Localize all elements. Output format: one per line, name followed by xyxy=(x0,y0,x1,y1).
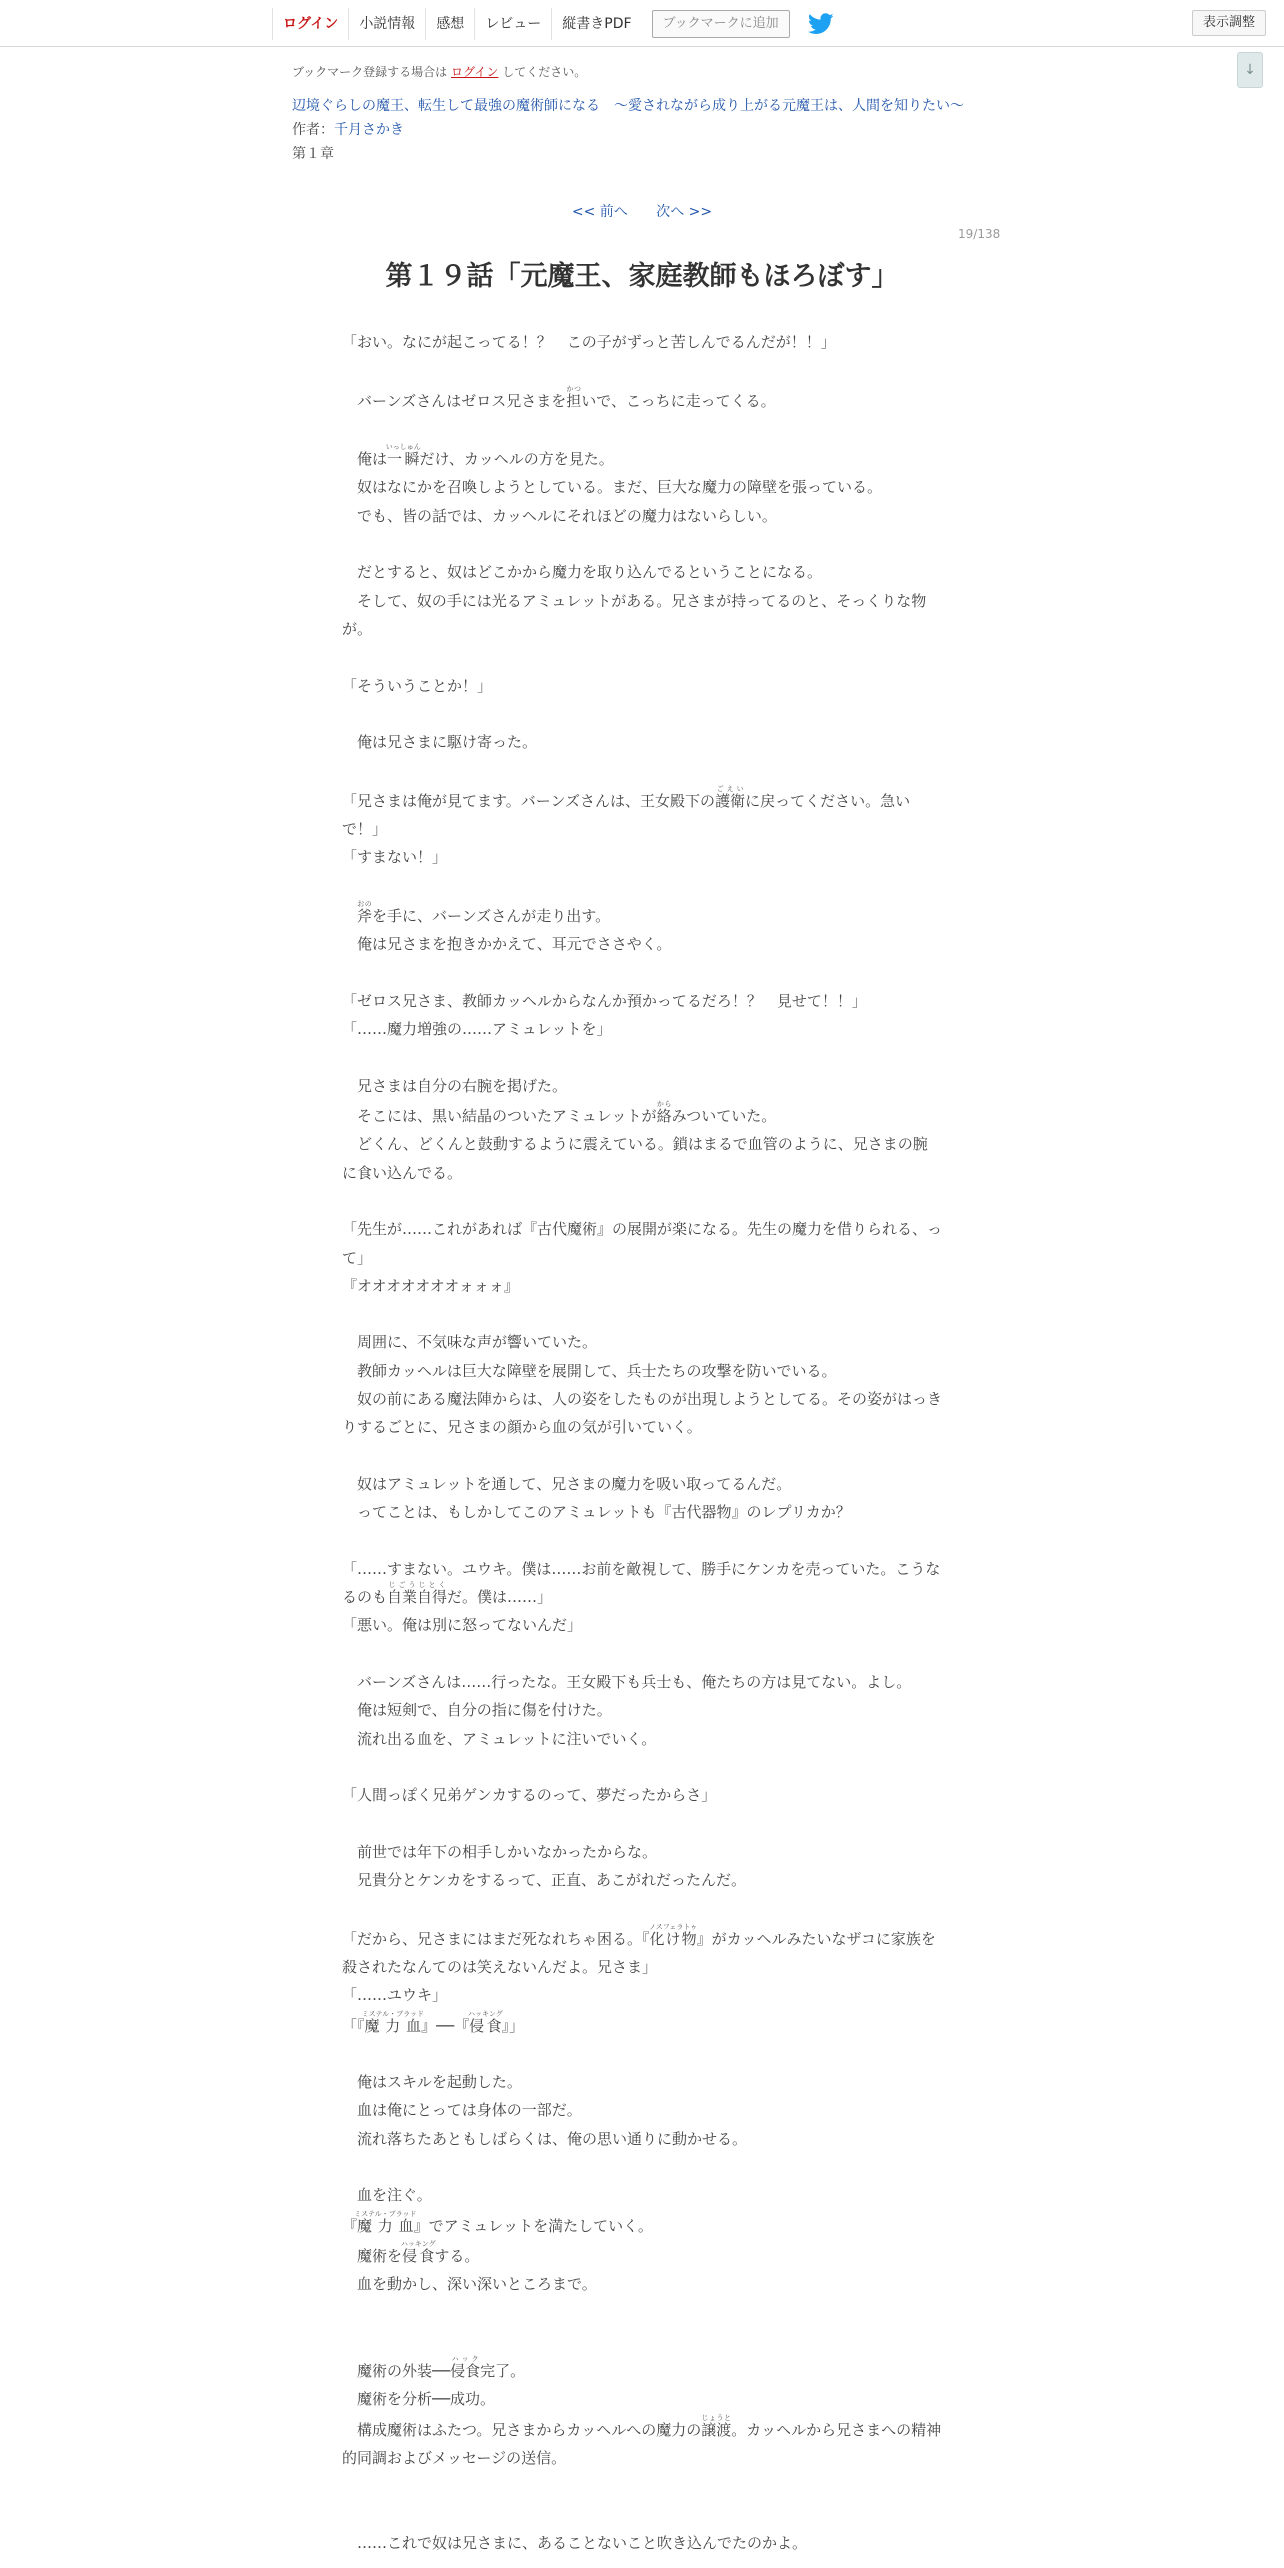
body-line: バーンズさんはゼロス兄さまを担かついで、こっちに走ってくる。 xyxy=(342,384,776,410)
body-line xyxy=(342,1043,942,1071)
body-line: そこには、黒い結晶のついたアミュレットが絡からみついていた。 xyxy=(342,1100,777,1126)
body-line: ……これで奴は兄さまに、あることないこと吹き込んでたのかよ。 xyxy=(342,2533,808,2552)
body-line xyxy=(342,2472,942,2500)
episode-count: 19/138 xyxy=(958,227,1001,241)
body-line: 「……すまない。ユウキ。僕は……お前を敵視して、勝手にケンカを売っていた。こうなるのも自業自得じごうじとくだ。僕は……」 xyxy=(342,1559,941,1607)
body-line: 魔術を分析──成功。 xyxy=(342,2390,496,2409)
body-line xyxy=(342,2501,942,2529)
body-line: 魔術の外装──侵食ハック完了。 xyxy=(342,2355,526,2381)
body-line: 「兄さまは俺が見てます。バーンズさんは、王女殿下の護衛ごえいに戻ってください。急いで！」 xyxy=(342,784,911,839)
body-line xyxy=(342,415,942,443)
scroll-down-button[interactable]: ↓ xyxy=(1237,52,1263,88)
next-episode-link[interactable]: 次へ >> xyxy=(656,204,713,220)
body-line: 「……ユウキ」 xyxy=(342,1986,448,2005)
ruby-annotation: 魔力血ミステル・ブラッド xyxy=(361,2009,424,2035)
body-line: 周囲に、不気味な声が響いていた。 xyxy=(342,1333,598,1352)
body-line xyxy=(342,756,942,784)
ruby-annotation: 譲渡じょうと xyxy=(701,2413,732,2439)
body-line xyxy=(342,872,942,900)
body-line: 「ゼロス兄さま、教師カッヘルからなんか預かってるだろ！？ 見せて！！」 xyxy=(342,991,867,1010)
body-line: 「すまない！」 xyxy=(342,848,448,867)
body-line xyxy=(342,530,942,558)
add-bookmark-button[interactable]: ブックマークに追加 xyxy=(652,10,790,38)
body-line: 奴はアミュレットを通して、兄さまの魔力を吸い取ってるんだ。 xyxy=(342,1474,792,1493)
body-line: 兄さまは自分の右腕を掲げた。 xyxy=(342,1076,568,1095)
body-line: ってことは、もしかしてこのアミュレットも『古代器物』のレプリカか？ xyxy=(342,1503,851,1522)
ruby-annotation: 侵食ハック xyxy=(450,2355,481,2381)
body-line: 俺は短剣で、自分の指に傷を付けた。 xyxy=(342,1701,612,1720)
nav-bar xyxy=(272,8,834,40)
nav-novel-info-link[interactable]: 小説情報 xyxy=(348,8,425,40)
body-line xyxy=(342,1640,942,1668)
body-line xyxy=(342,643,942,671)
ruby-annotation: 侵食ハッキング xyxy=(400,2239,436,2265)
notice-text-after: してください。 xyxy=(502,65,587,79)
display-settings-button[interactable]: 表示調整 xyxy=(1192,10,1266,36)
body-line: 「人間っぽく兄弟ゲンカするのって、夢だったからさ」 xyxy=(342,1786,717,1805)
body-line xyxy=(342,700,942,728)
body-line: 奴はなにかを召喚しようとしている。まだ、巨大な魔力の障壁を張っている。 xyxy=(342,478,883,497)
nav-vertical-pdf-link[interactable]: 縦書きPDF xyxy=(551,8,641,40)
body-line: どくん、どくんと鼓動するように震えている。鎖はまるで血管のように、兄さまの腕に食い込んでる。 xyxy=(342,1135,928,1182)
body-line: 「だから、兄さまにはまだ死なれちゃ困る。『化け物ノスフェラトゥ』がカッヘルみたいなザコに家族を殺されたなんてのは笑えないんだよ。兄さま」 xyxy=(342,1922,936,1976)
body-line: 俺はスキルを起動した。 xyxy=(342,2073,522,2092)
episode-body xyxy=(342,328,942,2557)
body-line: 奴の前にある魔法陣からは、人の姿をしたものが出現しようとしてる。その姿がはっきりするごとに、兄さまの顔から血の気が引いていく。 xyxy=(342,1389,943,1437)
prev-episode-link[interactable]: << 前へ xyxy=(571,204,628,220)
body-line xyxy=(342,1809,942,1837)
notice-text-before: ブックマーク登録する場合は xyxy=(292,65,448,79)
body-line: 斧おのを手に、バーンズさんが走り出す。 xyxy=(357,899,611,925)
nav-impressions-link[interactable]: 感想 xyxy=(425,8,474,40)
body-line xyxy=(342,1526,942,1554)
body-line: 兄貴分とケンカをするって、正直、あこがれだったんだ。 xyxy=(342,1871,746,1890)
body-line xyxy=(342,2153,942,2181)
ruby-annotation: 化け物ノスフェラトゥ xyxy=(648,1922,698,1948)
novel-meta xyxy=(292,62,1012,164)
body-line xyxy=(342,959,942,987)
body-line: でも、皆の話では、カッヘルにそれほどの魔力はないらしい。 xyxy=(342,506,777,525)
ruby-annotation: 護衛ごえい xyxy=(715,784,746,810)
body-line: 「『魔力血ミステル・ブラッド』──『侵食ハッキング』」 xyxy=(342,2009,525,2035)
body-line xyxy=(342,2298,942,2326)
ruby-annotation: 自業自得じごうじとく xyxy=(387,1581,448,1607)
body-line xyxy=(342,356,942,384)
ruby-annotation: 魔力血ミステル・ブラッド xyxy=(354,2209,417,2235)
body-line: 「……魔力増強の……アミュレットを」 xyxy=(342,1020,612,1039)
body-line: 『オオオオオオオォォォ』 xyxy=(342,1276,519,1295)
ruby-annotation: 担かつ xyxy=(566,384,582,410)
body-line xyxy=(342,1894,942,1922)
body-line: バーンズさんは……行ったな。王女殿下も兵士も、俺たちの方は見てない。よし。 xyxy=(342,1672,912,1691)
notice-login-link[interactable]: ログイン xyxy=(451,65,499,79)
body-line xyxy=(342,2327,942,2355)
twitter-icon[interactable] xyxy=(808,13,834,35)
top-navbar xyxy=(0,0,1284,47)
body-line xyxy=(342,1300,942,1328)
body-line: 魔術を侵食ハッキングする。 xyxy=(342,2239,480,2265)
body-line: 構成魔術はふたつ。兄さまからカッヘルへの魔力の譲渡じょうと。カッヘルから兄さまへの精神的同調およびメッセージの送信。 xyxy=(342,2413,942,2467)
author-line xyxy=(292,120,1012,140)
nav-login-link[interactable]: ログイン xyxy=(272,8,348,40)
body-line: 「おい。なにが起こってる！？ この子がずっと苦しんでるんだが！！」 xyxy=(342,333,836,351)
body-line: 血を注ぐ。 xyxy=(342,2186,432,2205)
ruby-annotation: 侵食ハッキング xyxy=(467,2009,503,2035)
nav-review-link[interactable]: レビュー xyxy=(474,8,551,40)
body-line: 俺は兄さまを抱きかかえて、耳元でささやく。 xyxy=(342,935,672,954)
body-line: そして、奴の手には光るアミュレットがある。兄さまが持ってるのと、そっくりな物が。 xyxy=(342,591,927,638)
body-line: 前世では年下の相手しかいなかったからな。 xyxy=(342,1842,658,1861)
body-line xyxy=(342,1442,942,1470)
body-line xyxy=(342,2040,942,2068)
episode-pager xyxy=(0,201,1284,221)
ruby-annotation: 斧おの xyxy=(357,899,373,925)
body-line: 流れ落ちたあともしばらくは、俺の思い通りに動かせる。 xyxy=(342,2129,748,2148)
ruby-annotation: 絡から xyxy=(656,1100,672,1126)
body-line xyxy=(342,1753,942,1781)
body-line: 「悪い。俺は別に怒ってないんだ」 xyxy=(342,1616,583,1635)
body-line: 血を動かし、深い深いところまで。 xyxy=(342,2275,597,2294)
body-line: 俺は兄さまに駆け寄った。 xyxy=(342,733,538,752)
body-line: 俺は一瞬いっしゅんだけ、カッヘルの方を見た。 xyxy=(342,443,614,469)
ruby-annotation: 一瞬いっしゅん xyxy=(385,443,421,469)
body-line: 「先生が……これがあれば『古代魔術』の展開が楽になる。先生の魔力を借りられる、って」 xyxy=(342,1220,943,1267)
body-line: 『魔力血ミステル・ブラッド』でアミュレットを満たしていく。 xyxy=(342,2209,653,2235)
body-line: 流れ出る血を、アミュレットに注いでいく。 xyxy=(342,1729,657,1748)
episode-title: 第１９話「元魔王、家庭教師もほろぼす」 xyxy=(385,261,899,292)
author-label: 作者： xyxy=(292,122,334,138)
chapter-title: 第１章 xyxy=(292,146,334,162)
body-line: 教師カッヘルは巨大な障壁を展開して、兵士たちの攻撃を防いでいる。 xyxy=(342,1361,837,1380)
body-line: 血は俺にとっては身体の一部だ。 xyxy=(342,2101,582,2120)
body-line: だとすると、奴はどこかから魔力を取り込んでるということになる。 xyxy=(342,563,823,582)
author-name-link[interactable]: 千月さかき xyxy=(334,122,404,138)
bookmark-login-notice xyxy=(292,62,1012,82)
series-title-link[interactable]: 辺境ぐらしの魔王、転生して最強の魔術師になる 〜愛されながら成り上がる元魔王は、人間を知りたい〜 xyxy=(292,98,964,114)
body-line xyxy=(342,1187,942,1215)
body-line: 「そういうことか！」 xyxy=(342,676,493,695)
